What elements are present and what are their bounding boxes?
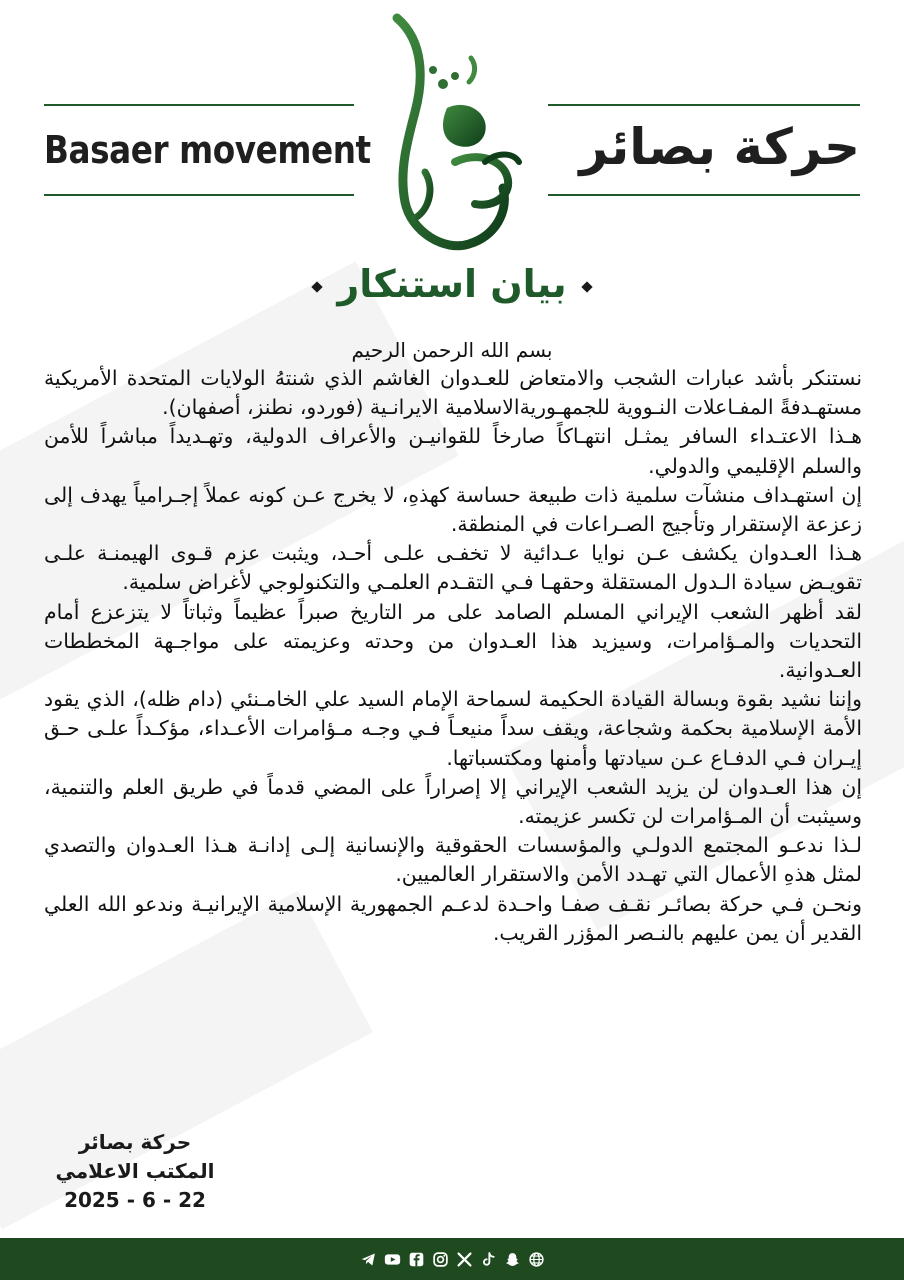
paragraph: هـذا الاعتـداء السافر يمثـل انتهـاكاً صارخاً للقوانيـن والأعراف الدولية، وتهـديداً مباشراً للأمن والسلم الإقليمي والدولي. — [44, 424, 862, 478]
divider-line — [44, 104, 354, 106]
english-brand-name: Basaer movement — [44, 128, 371, 172]
diamond-bullet-icon — [312, 281, 323, 292]
telegram-icon[interactable] — [360, 1251, 377, 1268]
paragraph: إن هذا العـدوان لن يزيد الشعب الإيراني إلا إصراراً على المضي قدماً في طريق العلم والتنمية، وسيثبت أن المـؤامرات لن تكسر عزيمته. — [44, 774, 862, 829]
paragraph: إن استهـداف منشآت سلمية ذات طبيعة حساسة كهذهِ، لا يخرج عـن كونه عملاً إجـرامياً يهدف إلى زعزعة الإستقرار وتأجيج الصـراعات في المنطقة. — [44, 482, 862, 537]
tiktok-icon[interactable] — [480, 1251, 497, 1268]
instagram-icon[interactable] — [432, 1251, 449, 1268]
paragraph: هـذا العـدوان يكشف عـن نوايا عـدائية لا تخفـى علـى أحـد، ويثبت عزم قـوى الهيمنـة علـى تقويـض سيادة الـدول المستقلة وحقهـا فـي التقـدم العلمـي والتكنولوجي لأغراض سلمية. — [44, 541, 862, 595]
statement-title-text: بيان استنكار — [337, 262, 567, 306]
divider-line — [548, 104, 860, 106]
snapchat-icon[interactable] — [504, 1251, 521, 1268]
youtube-icon[interactable] — [384, 1251, 401, 1268]
signature-date: 2025 - 6 - 22 — [64, 1188, 206, 1212]
statement-title — [0, 262, 904, 318]
statement-body — [44, 364, 862, 948]
diamond-bullet-icon — [581, 281, 592, 292]
paragraph: وإننا نشيد بقوة وبسالة القيادة الحكيمة لسماحة الإمام السيد علي الخامـنئي (دام ظله)، الذي يقود الأمة الإسلامية بحكمة وشجاعة، ويقف سداً منيعـاً فـي وجـه مـؤامرات الأعـداء، مؤكـداً علـى حـق إيـران فـي الدفـاع عـن سيادتها وأمنها ومكتسباتها. — [44, 687, 862, 770]
arabic-brand-name: حركة بصائر — [579, 118, 860, 176]
facebook-icon[interactable] — [408, 1251, 425, 1268]
basaer-logo — [385, 12, 525, 257]
signature-block — [40, 1128, 230, 1215]
paragraph: ونحـن فـي حركة بصائـر نقـف صفـا واحـدة لدعـم الجمهورية الإسلامية الإيرانيـة وندعو الله العلي القدير أن يمن عليهم بالنـصر المؤزر القريب. — [44, 891, 862, 945]
paragraph: لقد أظهر الشعب الإيراني المسلم الصامد على مر التاريخ صبراً عظيماً وثباتاً لا يتزعزع أمام التحديات والمـؤامرات، وسيزيد هذا العـدوان من وحدته وعزيمته على مواجـهة المخططات العـدوانية. — [44, 599, 862, 683]
header — [0, 0, 904, 260]
basmala: بسم الله الرحمن الرحيم — [351, 338, 553, 362]
globe-icon[interactable] — [528, 1251, 545, 1268]
paragraph: نستنكر بأشد عبارات الشجب والامتعاض للعـدوان الغاشم الذي شنتهُ الولايات المتحدة الأمريكية مستهـدفةً المفـاعلات النـووية للجمهـوريةالاسلامية الايرانـية (فوردو، نطنز، أصفهان). — [44, 366, 862, 420]
signature-organization: حركة بصائر — [78, 1130, 192, 1154]
divider-line — [44, 194, 354, 196]
x-icon[interactable] — [456, 1251, 473, 1268]
divider-line — [548, 194, 860, 196]
footer-bar — [0, 1238, 904, 1280]
signature-office: المكتب الاعلامي — [55, 1159, 215, 1183]
paragraph: لـذا ندعـو المجتمع الدولـي والمؤسسات الحقوقية والإنسانية إلـى إدانـة هـذا العـدوان والتصدي لمثل هذهِ الأعمال التي تهـدد الأمن والاستقرار العالميين. — [44, 833, 862, 887]
